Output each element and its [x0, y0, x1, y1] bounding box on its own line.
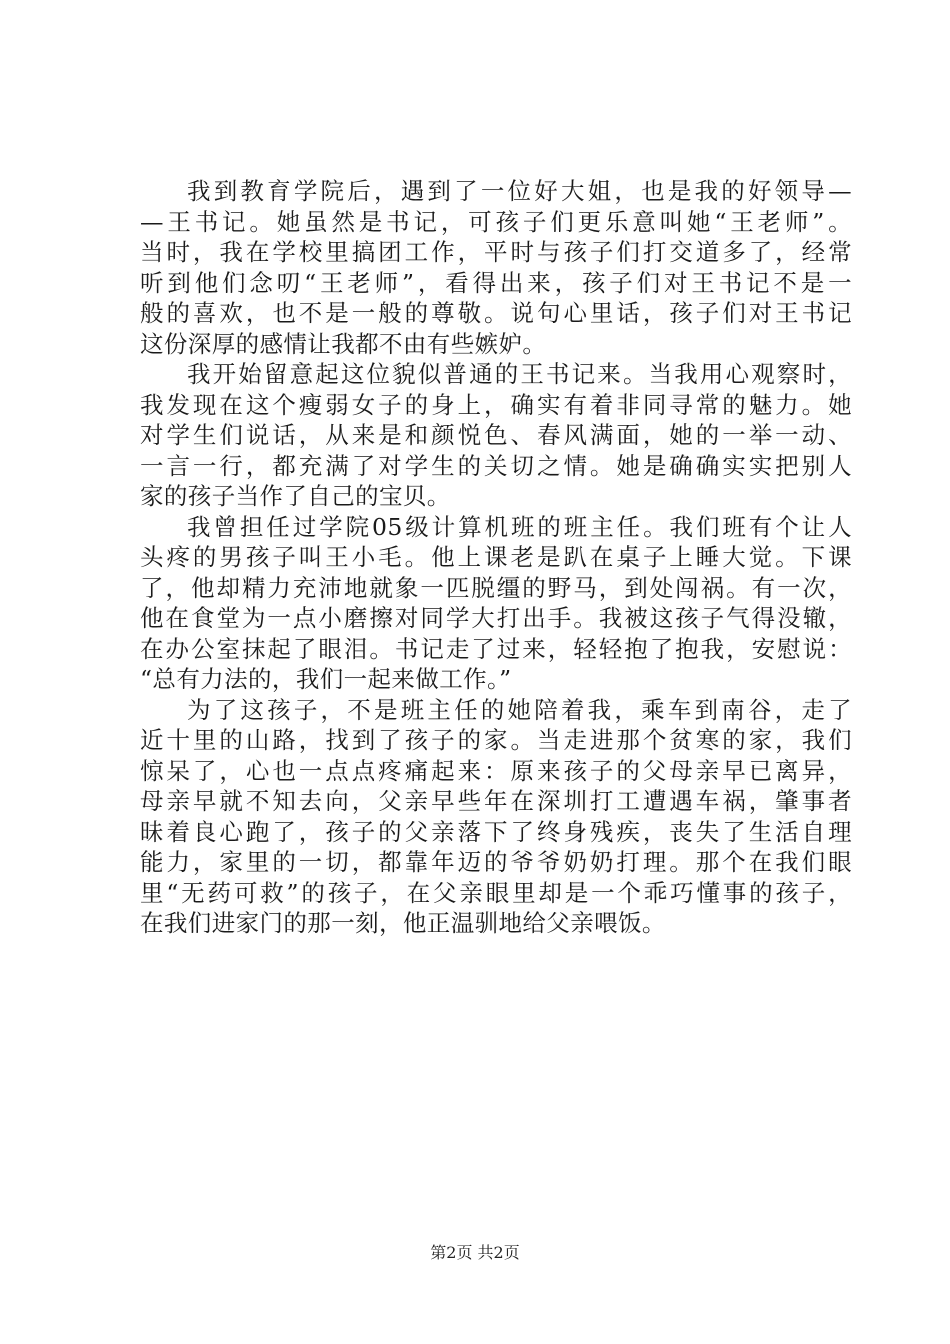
text-line: 惊呆了，心也一点点疼痛起来：原来孩子的父母亲早已离异， [140, 756, 852, 785]
text-line: “总有力法的，我们一起来做工作。” [140, 665, 512, 693]
text-line: 他在食堂为一点小磨擦对同学大打出手。我被这孩子气得没辙， [140, 604, 852, 632]
paragraph [140, 695, 852, 939]
text-line: 里“无药可救”的孩子，在父亲眼里却是一个乖巧懂事的孩子， [140, 878, 852, 907]
paragraph [140, 176, 852, 359]
text-line: 了，他却精力充沛地就象一匹脱缰的野马，到处闯祸。有一次， [140, 573, 852, 602]
page-number: 第2页 共2页 [430, 1243, 520, 1262]
text-line: 在办公室抹起了眼泪。书记走了过来，轻轻抱了抱我，安慰说： [140, 634, 852, 663]
paragraph [140, 512, 852, 695]
text-line: 昧着良心跑了，孩子的父亲落下了终身残疾，丧失了生活自理 [140, 817, 852, 846]
text-line: 我到教育学院后，遇到了一位好大姐，也是我的好领导— [187, 177, 852, 205]
text-line: 我开始留意起这位貌似普通的王书记来。当我用心观察时， [187, 360, 852, 388]
text-line: —王书记。她虽然是书记，可孩子们更乐意叫她“王老师”。 [140, 207, 852, 236]
text-line: 我曾担任过学院05级计算机班的班主任。我们班有个让人 [187, 512, 852, 541]
text-line: 近十里的山路，找到了孩子的家。当走进那个贫寒的家，我们 [140, 726, 852, 754]
text-line: 我发现在这个瘦弱女子的身上，确实有着非同寻常的魅力。她 [140, 390, 852, 419]
text-line: 家的孩子当作了自己的宝贝。 [140, 482, 451, 510]
text-line: 般的喜欢，也不是一般的尊敬。说句心里话，孩子们对王书记 [140, 299, 852, 327]
paragraph [140, 359, 852, 512]
page-footer [0, 1243, 950, 1263]
text-line: 能力，家里的一切，都靠年迈的爷爷奶奶打理。那个在我们眼 [140, 848, 852, 876]
document-body [140, 176, 852, 939]
text-line: 听到他们念叨“王老师”，看得出来，孩子们对王书记不是一 [140, 268, 852, 297]
text-line: 一言一行，都充满了对学生的关切之情。她是确确实实把别人 [140, 451, 852, 480]
text-line: 对学生们说话，从来是和颜悦色、春风满面，她的一举一动、 [140, 421, 852, 449]
text-line: 母亲早就不知去向，父亲早些年在深圳打工遭遇车祸，肇事者 [140, 787, 852, 815]
text-line: 头疼的男孩子叫王小毛。他上课老是趴在桌子上睡大觉。下课 [140, 543, 852, 571]
text-line: 这份深厚的感情让我都不由有些嫉妒。 [140, 329, 547, 358]
text-line: 当时，我在学校里搞团工作，平时与孩子们打交道多了，经常 [140, 238, 852, 266]
text-line: 在我们进家门的那一刻，他正温驯地给父亲喂饭。 [140, 909, 666, 937]
text-line: 为了这孩子，不是班主任的她陪着我，乘车到南谷，走了 [187, 695, 852, 724]
